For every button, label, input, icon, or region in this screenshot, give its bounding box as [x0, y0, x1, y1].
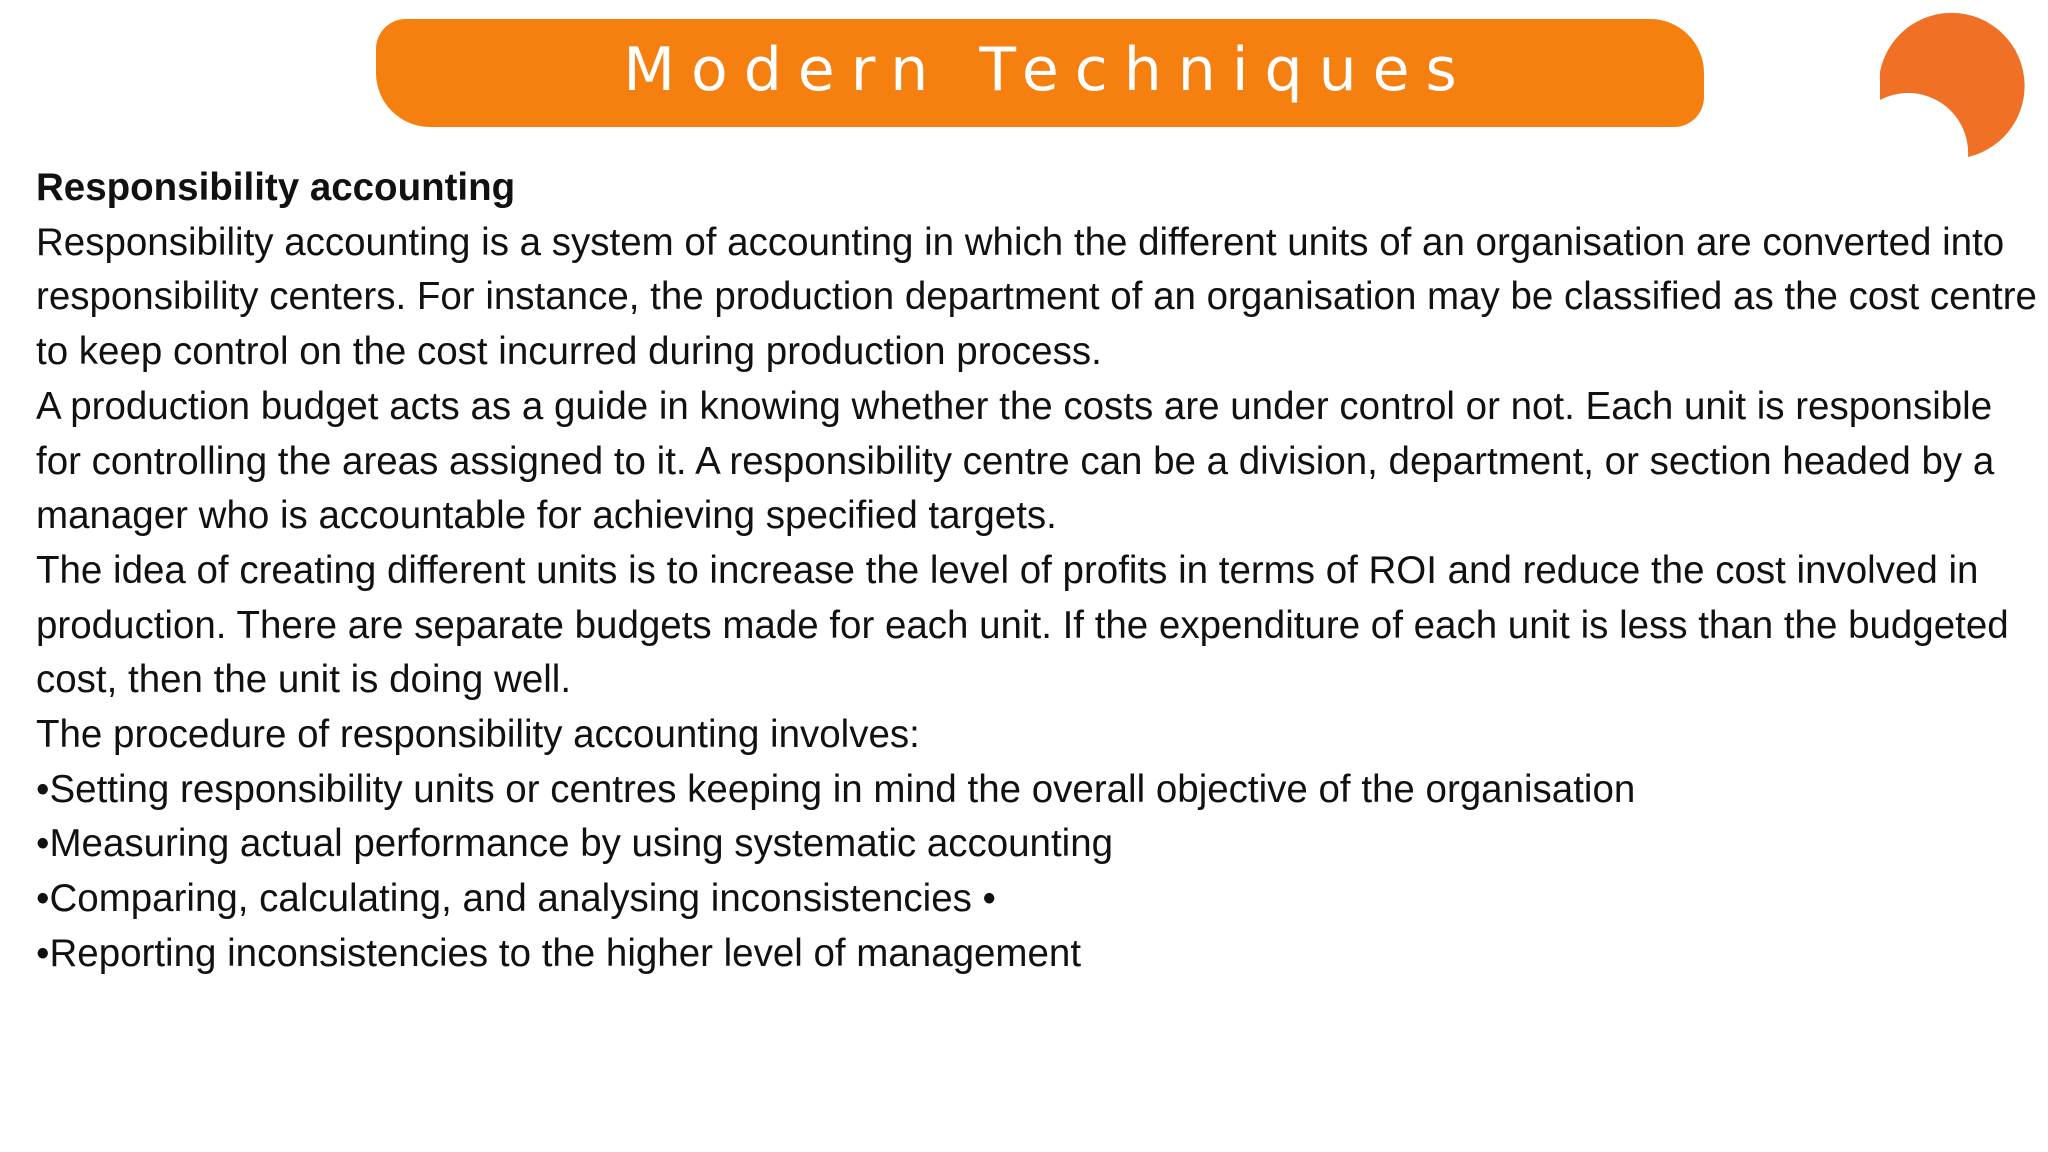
bullet-item-2: •Measuring actual performance by using systematic accounting	[36, 822, 1114, 866]
logo-icon	[1880, 12, 2030, 162]
body-paragraph-1: Responsibility accounting is a system of accounting in which the different units of an organisation are converted into responsibility centers. For instance, the production department of an organisation may be classified as the cost centre to keep control on the cost incurred during production process.	[36, 220, 2037, 374]
slide-title: Modern Techniques	[623, 35, 1473, 105]
bullet-item-1: •Setting responsibility units or centres keeping in mind the overall objective of the organisation	[36, 767, 1636, 811]
section-heading: Responsibility accounting	[36, 166, 516, 209]
body-paragraph-2: A production budget acts as a guide in knowing whether the costs are under control or not. Each unit is responsible for controlling the areas assigned to it. A responsibility centre can be a division, department, or section headed by a manager who is accountable for achieving specified targets.	[36, 384, 1995, 538]
body-paragraph-3: The idea of creating different units is to increase the level of profits in terms of ROI and reduce the cost involved in production. There are separate budgets made for each unit. If the expenditure of each unit is less than the budgeted cost, then the unit is doing well.	[36, 548, 2009, 702]
body-paragraph-4: The procedure of responsibility accounting involves:	[36, 713, 920, 757]
bullet-item-3: •Comparing, calculating, and analysing inconsistencies •	[36, 877, 997, 921]
title-banner	[376, 19, 1704, 127]
slide-body	[36, 161, 2041, 982]
bullet-item-4: •Reporting inconsistencies to the higher level of management	[36, 931, 1082, 975]
